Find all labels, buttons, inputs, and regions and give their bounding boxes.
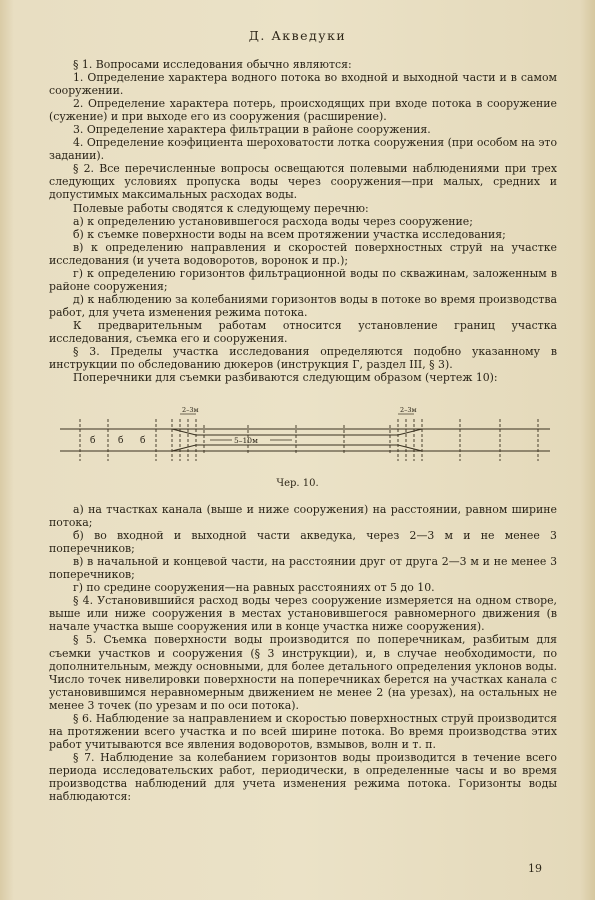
figure-label: б: [140, 436, 146, 446]
cross-section-drawing: [60, 405, 550, 470]
paragraph: § 3. Пределы участка исследования определяются подобно указанному в инструкции по обследованию дюкеров (инструкция Г, раздел III, § 3).: [49, 345, 557, 372]
paragraph: § 6. Наблюдение за направлением и скоростью поверхностных струй производится на протяжении всего участка и по всей ширине потока. Во время производства этих работ учитываются все явления водоворотов, взмывов, волн и т. п.: [49, 711, 557, 751]
paragraph: Полевые работы сводятся к следующему перечню:: [73, 201, 369, 215]
figure-label: б: [118, 436, 124, 446]
figure-label: б: [90, 436, 96, 446]
list-item: б) во входной и выходной части акведука, через 2—3 м и не менее 3 поперечников;: [49, 529, 557, 556]
inlet-taper-bottom: [172, 445, 196, 451]
paragraph: 4. Определение коэфициента шероховатости лотка сооружения (при особом на это задании).: [49, 136, 557, 163]
list-item: а) к определению установившегося расхода воды через сооружение;: [73, 214, 473, 228]
page-number: 19: [528, 862, 542, 875]
paragraph: 1. Определение характера водного потока во входной и выходной части и в самом сооружении.: [49, 71, 557, 98]
section-title: Д. Акведуки: [248, 28, 347, 43]
figure-label: 2–3м: [182, 406, 199, 414]
text-block-bottom: [49, 503, 557, 803]
paragraph: § 2. Все перечисленные вопросы освещаются полевыми наблюдениями при трех следующих условиях пропуска воды через сооружения—при малых, средних и допустимых максимальных расходах воды.: [49, 162, 557, 202]
paragraph: К предварительным работам относится установление границ участка исследования, съемка его и сооружения.: [49, 318, 557, 345]
paragraph: § 1. Вопросами исследования обычно являются:: [73, 58, 352, 71]
outlet-taper-top: [398, 429, 422, 435]
paragraph: 3. Определение характера фильтрации в районе сооружения.: [73, 123, 431, 137]
list-item: в) в начальной и концевой части, на расстоянии друг от друга 2—3 м и не менее 3 поперечников;: [49, 555, 557, 582]
paragraph: § 7. Наблюдение за колебанием горизонтов воды производится в течение всего периода исследовательских работ, периодически, в определенные часы и во время производства наблюдений для учета изменения режима потока. Горизонты воды наблюдаются:: [49, 750, 557, 804]
list-item: а) на тчастках канала (выше и ниже сооружения) на расстоянии, равном ширине потока;: [49, 503, 557, 530]
paragraph: 2. Определение характера потерь, происходящих при входе потока в сооружение (сужение) и при выходе его из сооружения (расширение).: [49, 97, 557, 124]
text-block-top: [49, 58, 557, 384]
figure-caption: Чер. 10.: [276, 478, 319, 489]
list-item: г) к определению горизонтов фильтрационной воды по скважинам, заложенным в районе сооружения;: [49, 266, 557, 293]
list-item: д) к наблюдению за колебаниями горизонтов воды в потоке во время производства работ, для учета изменения режима потока.: [49, 292, 557, 319]
figure-label: 2–3м: [400, 406, 417, 414]
paragraph: § 5. Съемка поверхности воды производится по поперечникам, разбитым для съемки участков и сооружения (§ 3 инструкции), и, в случае необходимости, по дополнительным, между основными, для более детального определения уклонов воды. Число точек нивелировки поверхности на поперечниках берется на участках канала с установившимся неравномерным движением не менее 2 (на урезах), на остальных не менее 3 точек (по урезам и по оси потока).: [49, 633, 557, 712]
paragraph: Поперечники для съемки разбиваются следующим образом (чертеж 10):: [73, 371, 498, 385]
outlet-taper-bottom: [398, 445, 422, 451]
paragraph: § 4. Установившийся расход воды через сооружение измеряется на одном створе, выше или ниже сооружения в местах установившегося равномерного движения (в начале участка выше сооружения или в конце участка ниже сооружения).: [49, 594, 557, 634]
figure-label: 5–10м: [234, 436, 258, 445]
inlet-taper-top: [172, 429, 196, 435]
list-item: в) к определению направления и скоростей поверхностных струй на участке исследования (и учета водоворотов, воронок и пр.);: [49, 240, 557, 267]
list-item: г) по средине сооружения—на равных расстояниях от 5 до 10.: [73, 581, 435, 595]
list-item: б) к съемке поверхности воды на всем протяжении участка исследования;: [73, 227, 506, 241]
